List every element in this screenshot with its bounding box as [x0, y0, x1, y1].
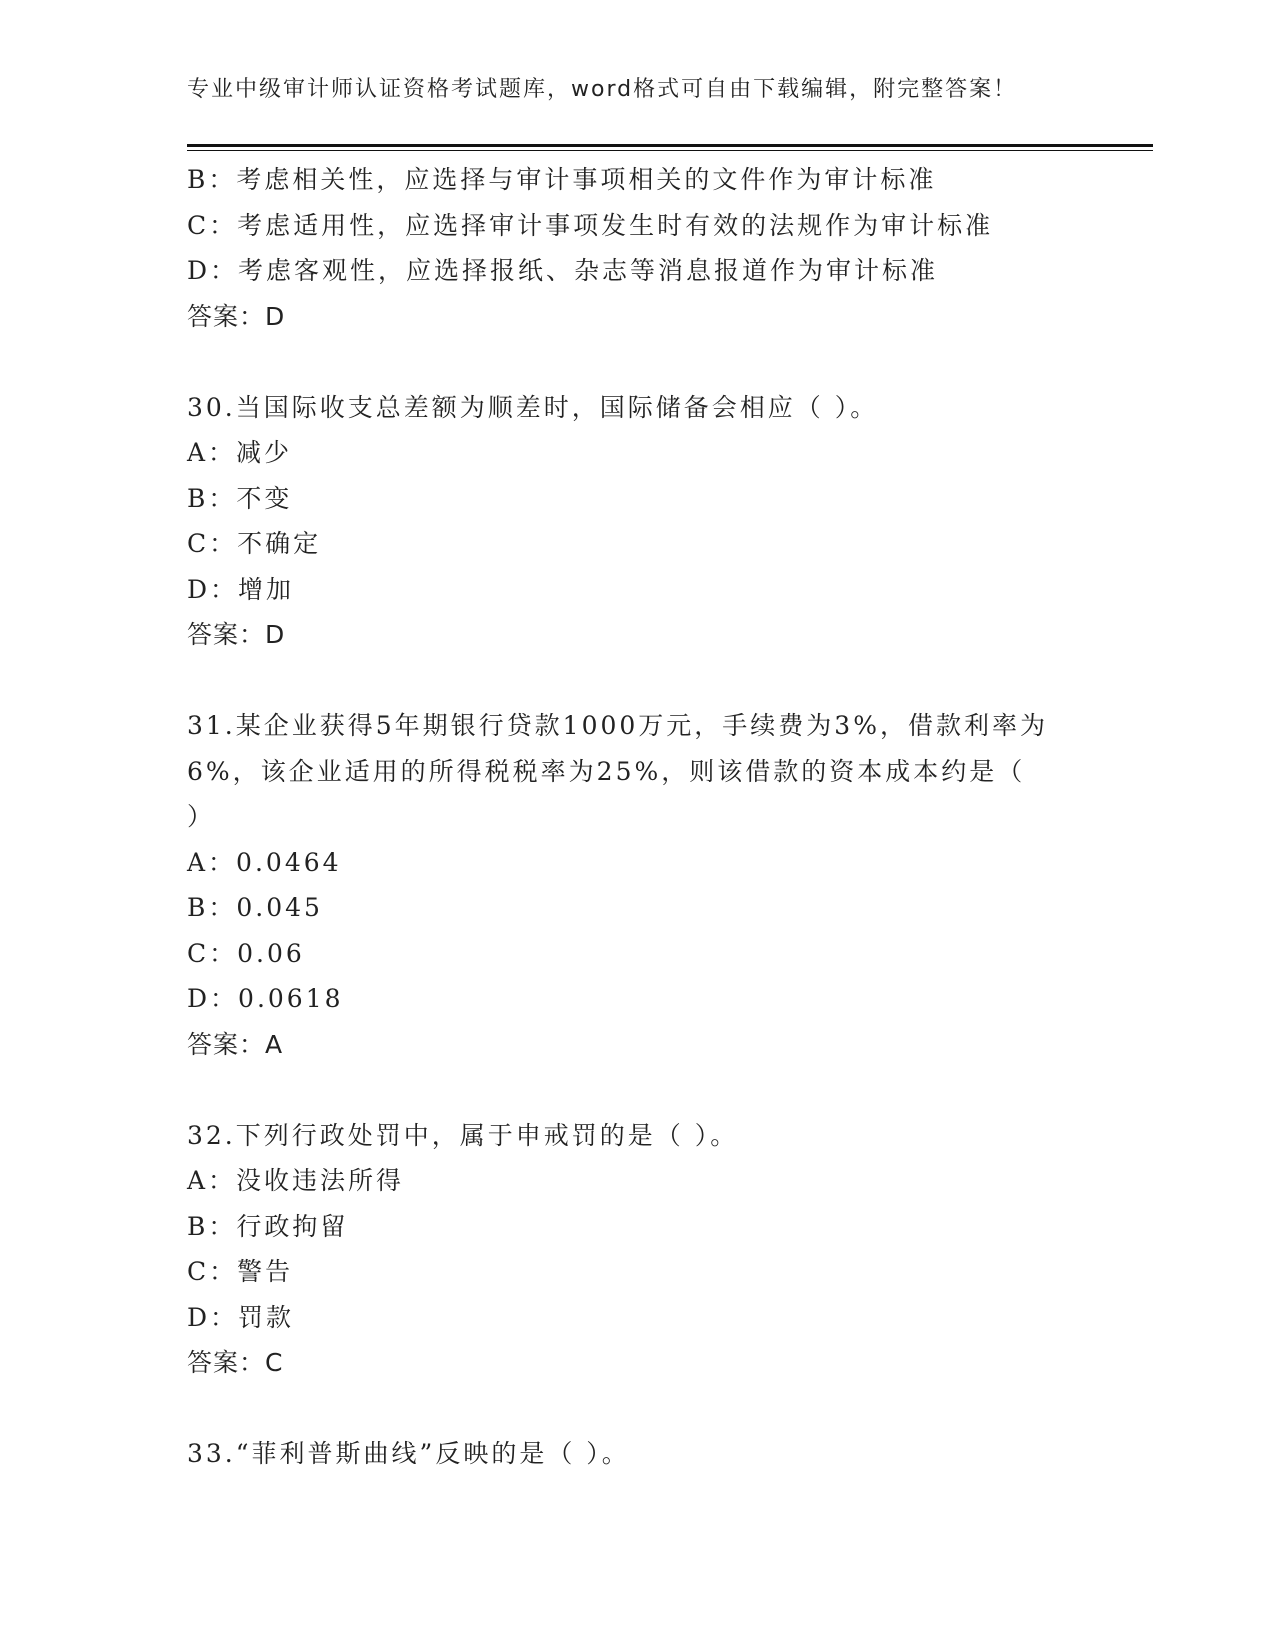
q30-option-d: D：增加 — [187, 574, 295, 604]
spacer — [187, 1386, 1087, 1432]
q30-question: 30.当国际收支总差额为顺差时，国际储备会相应（ ）。 — [187, 392, 879, 422]
q32-option-c: C：警告 — [187, 1257, 294, 1286]
page-header: 专业中级审计师认证资格考试题库，word格式可自由下载编辑，附完整答案！ — [187, 77, 1018, 102]
question-content — [187, 157, 1087, 1477]
q32-answer: 答案：C — [187, 1348, 284, 1377]
spacer — [187, 658, 1087, 704]
q31-option-c: C：0.06 — [187, 938, 305, 968]
q31-question-line-2: 6%，该企业适用的所得税税率为25%，则该借款的资本成本约是（ — [187, 756, 1026, 786]
q29-option-b: B：考虑相关性，应选择与审计事项相关的文件作为审计标准 — [187, 165, 937, 194]
q31-option-b: B：0.045 — [187, 893, 323, 922]
q33-question: 33.“菲利普斯曲线”反映的是（ ）。 — [187, 1439, 630, 1468]
spacer — [187, 339, 1087, 385]
q31-question-line-3: ） — [187, 802, 216, 831]
q29-option-d: D：考虑客观性，应选择报纸、杂志等消息报道作为审计标准 — [187, 256, 939, 285]
q29-answer: 答案：D — [187, 301, 286, 331]
q29-option-c: C：考虑适用性，应选择审计事项发生时有效的法规作为审计标准 — [187, 210, 994, 240]
q30-option-a: A：减少 — [187, 438, 293, 467]
q31-question-line-1: 31.某企业获得5年期银行贷款1000万元，手续费为3%，借款利率为 — [187, 711, 1048, 740]
header-rule-thick — [187, 144, 1153, 147]
q32-option-d: D：罚款 — [187, 1302, 295, 1332]
q31-option-a: A：0.0464 — [187, 847, 342, 877]
q30-answer: 答案：D — [187, 620, 286, 649]
q32-option-a: A：没收违法所得 — [187, 1166, 405, 1195]
spacer — [187, 1067, 1087, 1113]
q32-question: 32.下列行政处罚中，属于申戒罚的是（ ）。 — [187, 1120, 739, 1150]
q31-answer: 答案：A — [187, 1029, 284, 1059]
q31-option-d: D：0.0618 — [187, 984, 344, 1013]
q30-option-c: C：不确定 — [187, 529, 322, 558]
q30-option-b: B：不变 — [187, 483, 293, 513]
header-rule-thin — [187, 150, 1153, 151]
q32-option-b: B：行政拘留 — [187, 1211, 349, 1241]
